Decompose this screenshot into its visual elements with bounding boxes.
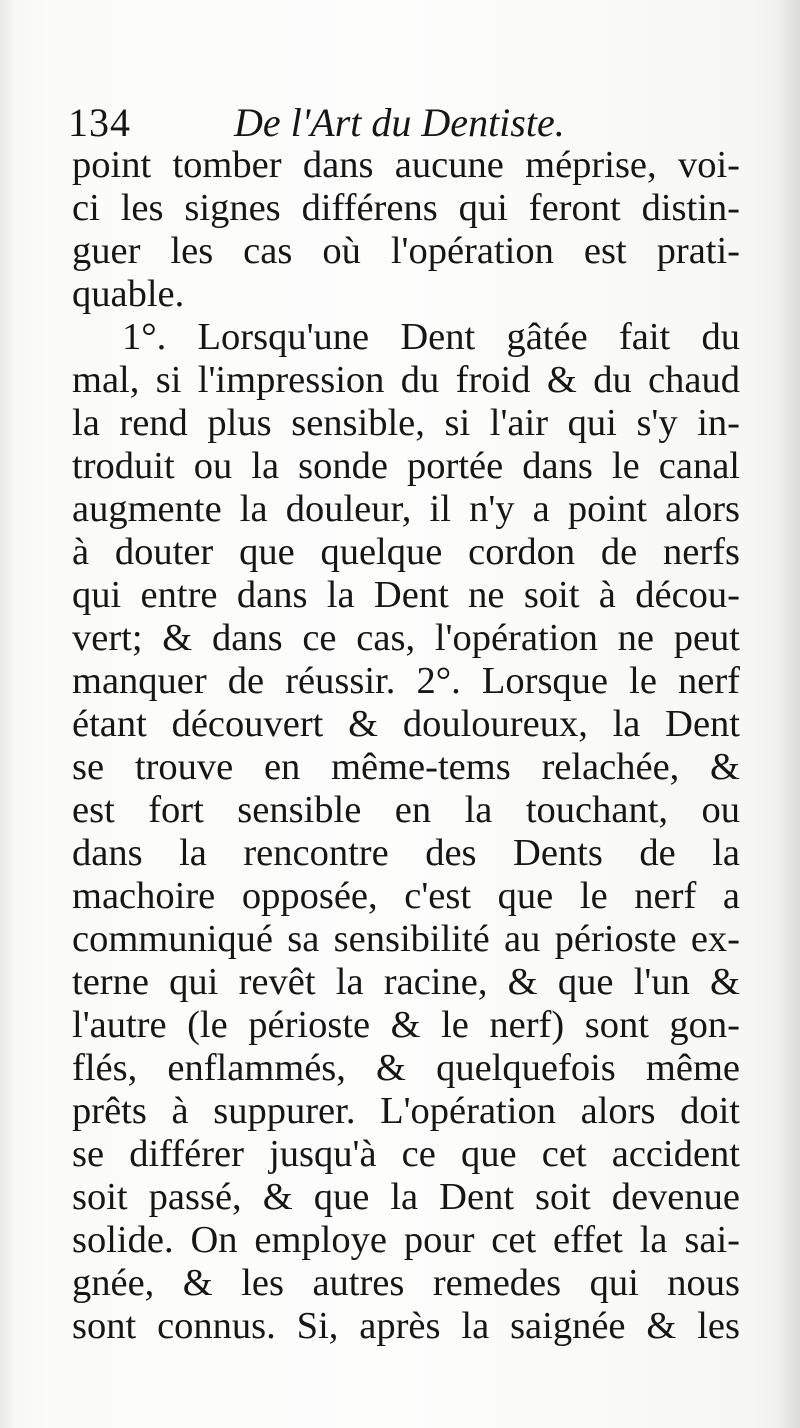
page-number: 134 bbox=[68, 100, 131, 145]
text-line: terne qui revêt la racine, & que l'un & bbox=[72, 961, 740, 1003]
body-text bbox=[72, 144, 740, 1348]
text-line: mal, si l'impression du froid & du chaud bbox=[72, 359, 740, 401]
text-line: quable. bbox=[72, 273, 185, 315]
text-line: manquer de réussir. 2°. Lorsque le nerf bbox=[72, 660, 740, 702]
text-line: se différer jusqu'à ce que cet accident bbox=[72, 1133, 740, 1175]
paragraph-start-line: 1°. Lorsqu'une Dent gâtée fait du bbox=[122, 316, 740, 358]
text-line: gnée, & les autres remedes qui nous bbox=[72, 1262, 740, 1304]
text-line: l'autre (le périoste & le nerf) sont gon- bbox=[72, 1004, 740, 1046]
text-line: vert; & dans ce cas, l'opération ne peut bbox=[72, 617, 740, 659]
text-line: flés, enflammés, & quelquefois même bbox=[72, 1047, 740, 1089]
text-line: guer les cas où l'opération est prati- bbox=[72, 230, 740, 272]
text-line: soit passé, & que la Dent soit devenue bbox=[72, 1176, 740, 1218]
text-line: qui entre dans la Dent ne soit à décou- bbox=[72, 574, 740, 616]
text-line: communiqué sa sensibilité au périoste ex- bbox=[72, 918, 740, 960]
text-line: à douter que quelque cordon de nerfs bbox=[72, 531, 740, 573]
text-line: dans la rencontre des Dents de la bbox=[72, 832, 740, 874]
text-line: augmente la douleur, il n'y a point alors bbox=[72, 488, 740, 530]
page-header bbox=[68, 98, 748, 148]
text-line: sont connus. Si, après la saignée & les bbox=[72, 1305, 740, 1347]
running-title: De l'Art du Dentiste. bbox=[234, 100, 565, 145]
text-line: la rend plus sensible, si l'air qui s'y in- bbox=[72, 402, 740, 444]
text-line: solide. On employe pour cet effet la sai- bbox=[72, 1219, 740, 1261]
text-line: ci les signes différens qui feront distin- bbox=[72, 187, 740, 229]
text-line: se trouve en même-tems relachée, & bbox=[72, 746, 740, 788]
text-line: prêts à suppurer. L'opération alors doit bbox=[72, 1090, 740, 1132]
text-line: point tomber dans aucune méprise, voi- bbox=[72, 144, 740, 186]
text-line: troduit ou la sonde portée dans le canal bbox=[72, 445, 740, 487]
text-line: étant découvert & douloureux, la Dent bbox=[72, 703, 740, 745]
text-line: est fort sensible en la touchant, ou bbox=[72, 789, 740, 831]
text-line: machoire opposée, c'est que le nerf a bbox=[72, 875, 740, 917]
